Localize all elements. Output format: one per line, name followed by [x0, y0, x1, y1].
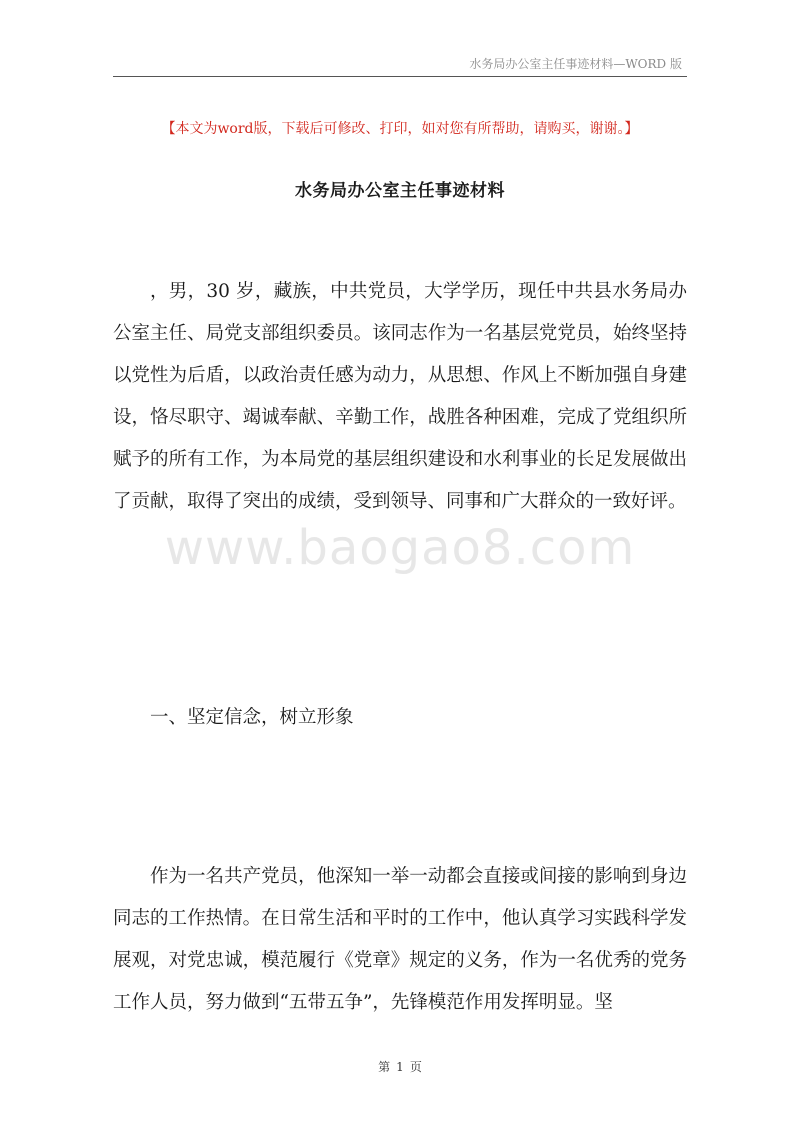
footer-prefix: 第: [378, 1060, 391, 1074]
header-divider: [113, 76, 687, 77]
section-paragraph-text: 作为一名共产党员，他深知一举一动都会直接或间接的影响到身边同志的工作热情。在日常生活和平时的工作中，他认真学习实践科学发展观，对党忠诚，模范履行《党章》规定的义务，作为一名优秀的党务工作人员，努力做到“五带五争”，先锋模范作用发挥明显。坚: [113, 866, 687, 1013]
document-title: 水务局办公室主任事迹材料: [295, 181, 505, 201]
intro-paragraph-text: ，男，30 岁，藏族，中共党员，大学学历，现任中共县水务局办公室主任、局党支部组织委员。该同志作为一名基层党党员，始终坚持以党性为后盾，以政治责任感为动力，从思想、作风上不断加强自身建设，恪尽职守、竭诚奉献、辛勤工作，战胜各种困难，完成了党组织所赋予的所有工作，为本局党的基层组织建设和水利事业的长足发展做出了贡献，取得了突出的成绩，受到领导、同事和广大群众的一致好评。: [113, 281, 687, 512]
document-header: 水务局办公室主任事迹材料—WORD 版: [469, 57, 682, 71]
purchase-notice: 【本文为word版，下载后可修改、打印，如对您有所帮助，请购买，谢谢。】: [161, 121, 639, 137]
page-footer: [0, 1058, 800, 1075]
page-number: 1: [396, 1060, 404, 1074]
footer-suffix: 页: [409, 1060, 422, 1074]
section-heading: 一、坚定信念，树立形象: [150, 707, 354, 728]
section-paragraph: [113, 856, 687, 1024]
watermark: www.baogao8.com: [164, 520, 636, 576]
intro-paragraph: [113, 271, 687, 523]
